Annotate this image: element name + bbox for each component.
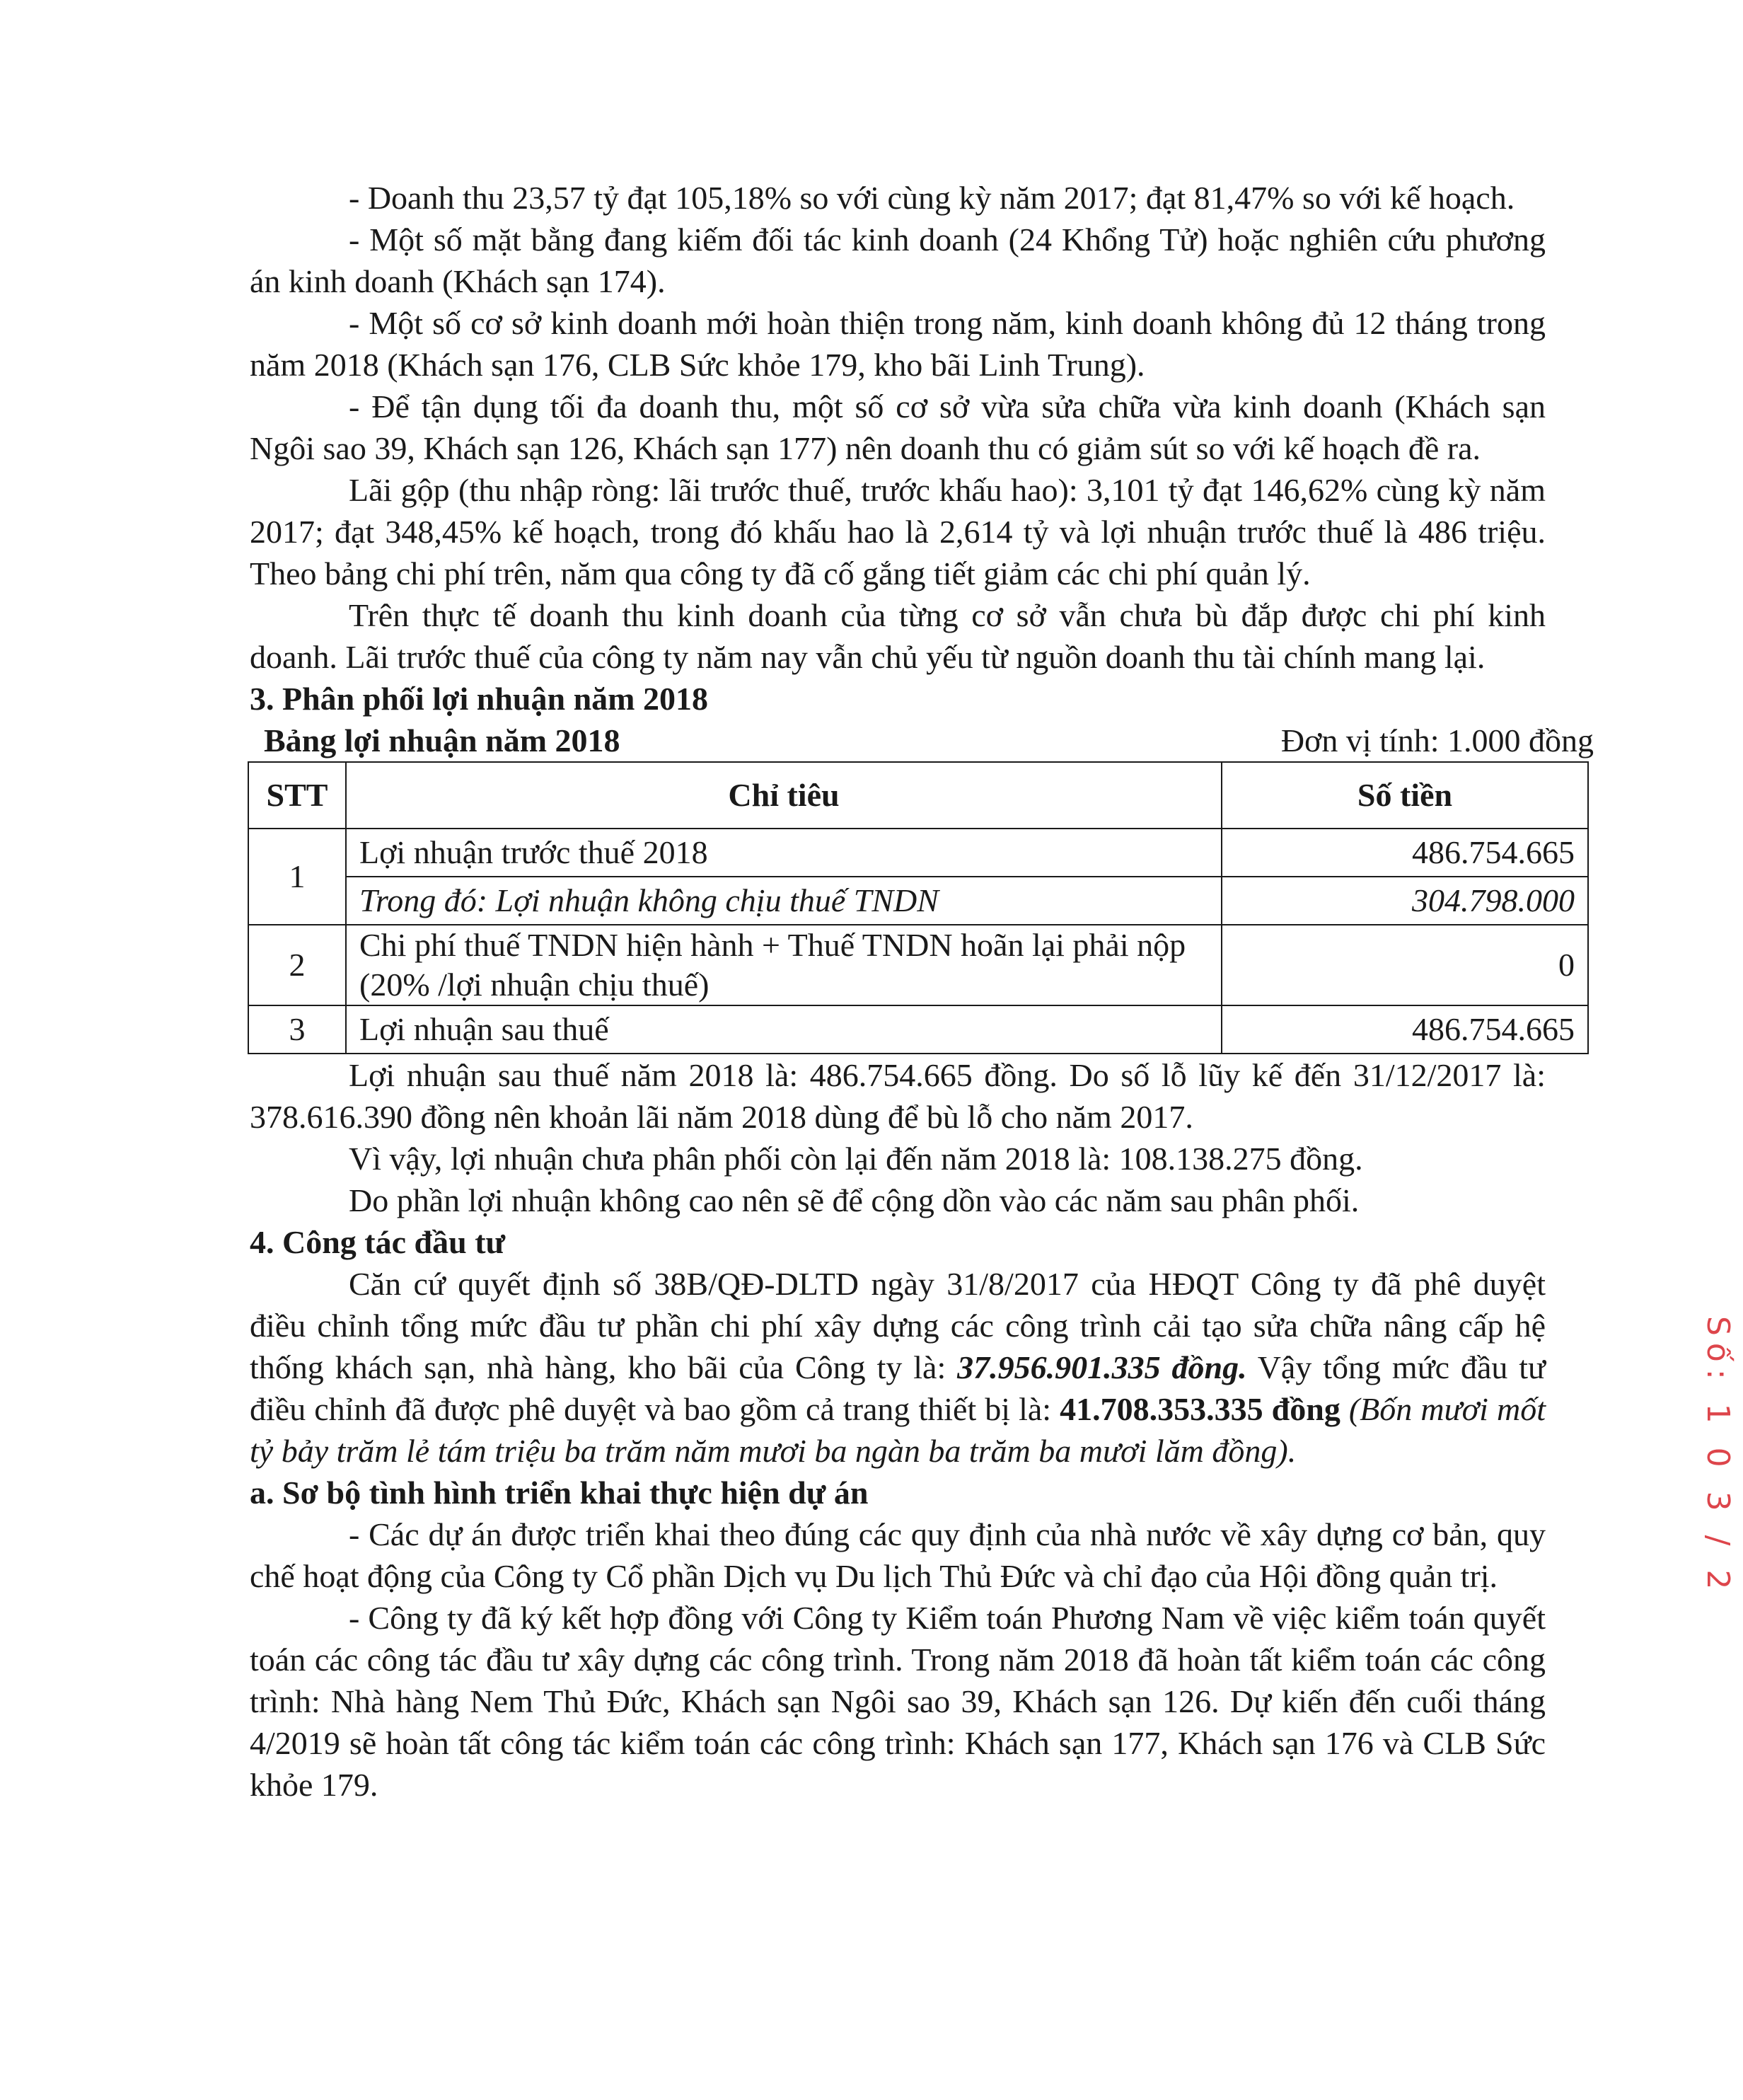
row-amount: 486.754.665 bbox=[1222, 1005, 1588, 1054]
section-3-heading: 3. Phân phối lợi nhuận năm 2018 bbox=[250, 681, 708, 717]
amount-text: 41.708.353.335 đồng bbox=[1060, 1391, 1340, 1427]
paragraph: - Doanh thu 23,57 tỷ đạt 105,18% so với cùng kỳ năm 2017; đạt 81,47% so với kế hoạch. bbox=[349, 180, 1515, 216]
unit-label: Đơn vị tính: 1.000 đồng bbox=[1280, 722, 1594, 758]
header-stt: STT bbox=[248, 762, 346, 829]
row-stt: 3 bbox=[248, 1005, 346, 1054]
table-row bbox=[248, 925, 1588, 1005]
row-amount: 486.754.665 bbox=[1222, 829, 1588, 877]
row-stt: 2 bbox=[248, 925, 346, 1005]
amount-text: 37.956.901.335 đồng. bbox=[957, 1349, 1247, 1385]
paragraph: Do phần lợi nhuận không cao nên sẽ để cộng dồn vào các năm sau phân phối. bbox=[349, 1182, 1360, 1218]
header-desc: Chỉ tiêu bbox=[346, 762, 1222, 829]
text-run: (Bốn mươi mốt tỷ bảy trăm lẻ tám triệu ba trăm năm mươi ba ngàn ba trăm ba mươi lăm đồng). bbox=[250, 1391, 1546, 1469]
table-row bbox=[248, 1005, 1588, 1054]
paragraph: Lãi gộp (thu nhập ròng: lãi trước thuế, trước khấu hao): 3,101 tỷ đạt 146,62% cùng kỳ năm 2017; đạt 348,45% kế hoạch, trong đó khấu hao là 2,614 tỷ và lợi nhuận trước thuế là 486 triệu. Theo bảng chi phí trên, năm qua công ty đã cố gắng tiết giảm các chi phí quản lý. bbox=[250, 472, 1546, 592]
row-stt: 1 bbox=[248, 829, 346, 925]
paragraph: Lợi nhuận sau thuế năm 2018 là: 486.754.665 đồng. Do số lỗ lũy kế đến 31/12/2017 là: 378.616.390 đồng nên khoản lãi năm 2018 dùng để bù lỗ cho năm 2017. bbox=[250, 1057, 1546, 1135]
paragraph: Trên thực tế doanh thu kinh doanh của từng cơ sở vẫn chưa bù đắp được chi phí kinh doanh. Lãi trước thuế của công ty năm nay vẫn chủ yếu từ nguồn doanh thu tài chính mang lại. bbox=[250, 597, 1546, 675]
paragraph: - Để tận dụng tối đa doanh thu, một số cơ sở vừa sửa chữa vừa kinh doanh (Khách sạn Ngôi sao 39, Khách sạn 126, Khách sạn 177) nên doanh thu có giảm sút so với kế hoạch đề ra. bbox=[250, 388, 1546, 466]
subsection-a-heading: a. Sơ bộ tình hình triển khai thực hiện dự án bbox=[250, 1475, 869, 1511]
paragraph: - Một số cơ sở kinh doanh mới hoàn thiện trong năm, kinh doanh không đủ 12 tháng trong năm 2018 (Khách sạn 176, CLB Sức khỏe 179, kho bãi Linh Trung). bbox=[250, 305, 1546, 383]
row-desc: Lợi nhuận sau thuế bbox=[346, 1005, 1222, 1054]
row-desc: Chi phí thuế TNDN hiện hành + Thuế TNDN hoãn lại phải nộp (20% /lợi nhuận chịu thuế) bbox=[346, 925, 1222, 1005]
row-amount: 304.798.000 bbox=[1222, 877, 1588, 925]
table-row bbox=[248, 877, 1588, 925]
paragraph: Vì vậy, lợi nhuận chưa phân phối còn lại đến năm 2018 là: 108.138.275 đồng. bbox=[349, 1141, 1363, 1177]
paragraph: - Công ty đã ký kết hợp đồng với Công ty Kiểm toán Phương Nam về việc kiểm toán quyết toán các công tác đầu tư xây dựng các công trình. Trong năm 2018 đã hoàn tất kiểm toán các công trình: Nhà hàng Nem Thủ Đức, Khách sạn Ngôi sao 39, Khách sạn 126. Dự kiến đến cuối tháng 4/2019 sẽ hoàn tất công tác kiểm toán các công trình: Khách sạn 177, Khách sạn 176 và CLB Sức khỏe 179. bbox=[250, 1600, 1546, 1803]
table-row bbox=[248, 829, 1588, 877]
row-amount: 0 bbox=[1222, 925, 1588, 1005]
paragraph bbox=[250, 1263, 1546, 1472]
text-run: Căn cứ quyết định số 38B/QĐ-DLTD ngày 31/8/2017 của HĐQT Công ty đã phê duyệt điều chỉnh tổng mức đầu tư phần chi phí xây dựng các công trình cải tạo sửa chữa nâng cấp hệ thống khách sạn, nhà hàng, kho bãi của Công ty là: bbox=[250, 1266, 1546, 1385]
table-title: Bảng lợi nhuận năm 2018 bbox=[264, 722, 620, 758]
header-amount: Số tiền bbox=[1222, 762, 1588, 829]
text-run: Vậy tổng mức đầu tư điều chỉnh đã được phê duyệt và bao gồm cả trang thiết bị là: bbox=[250, 1349, 1546, 1427]
table-title-row bbox=[250, 720, 1594, 761]
section-4-heading: 4. Công tác đầu tư bbox=[250, 1224, 506, 1260]
row-desc: Trong đó: Lợi nhuận không chịu thuế TNDN bbox=[346, 877, 1222, 925]
document-page bbox=[250, 177, 1594, 1806]
red-stamp: Số: 1 0 3 / 2 bbox=[1700, 1316, 1736, 1597]
paragraph: - Các dự án được triển khai theo đúng các quy định của nhà nước về xây dựng cơ bản, quy chế hoạt động của Công ty Cổ phần Dịch vụ Du lịch Thủ Đức và chỉ đạo của Hội đồng quản trị. bbox=[250, 1516, 1546, 1594]
row-desc: Lợi nhuận trước thuế 2018 bbox=[346, 829, 1222, 877]
profit-table bbox=[248, 761, 1589, 1054]
paragraph: - Một số mặt bằng đang kiếm đối tác kinh doanh (24 Khổng Tử) hoặc nghiên cứu phương án kinh doanh (Khách sạn 174). bbox=[250, 221, 1546, 299]
